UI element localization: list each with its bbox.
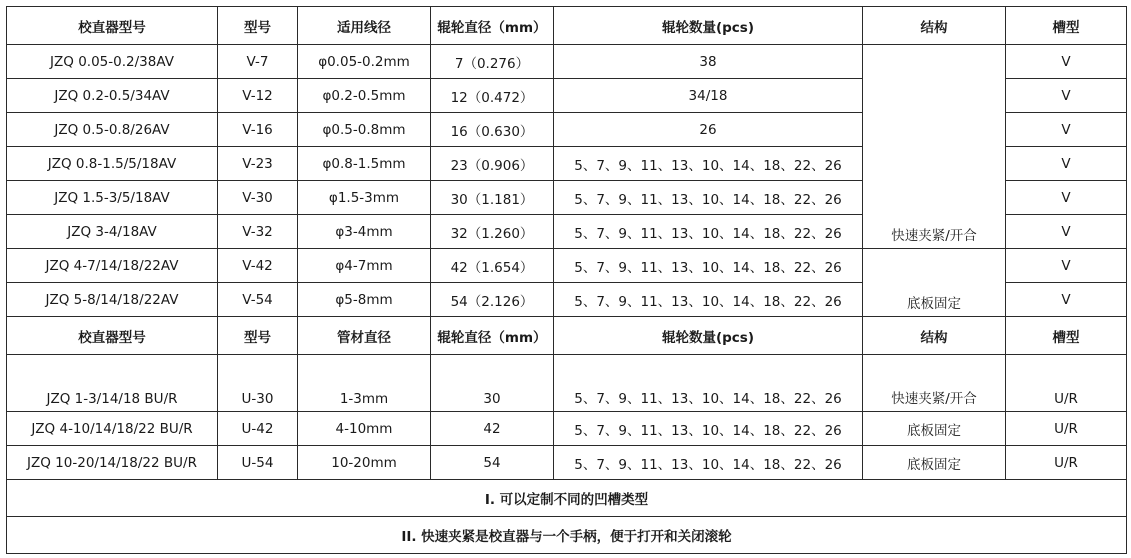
header-roller-diameter: 辊轮直径（mm） bbox=[431, 317, 554, 355]
cell-count: 5、7、9、11、13、10、14、18、22、26 bbox=[554, 147, 863, 181]
header-roller-count: 辊轮数量(pcs) bbox=[554, 7, 863, 45]
cell-structure-quick-clamp: 快速夹紧/开合 bbox=[863, 45, 1006, 249]
cell-type: V-32 bbox=[218, 215, 298, 249]
cell-type: U-30 bbox=[218, 355, 298, 412]
cell-range: φ4-7mm bbox=[298, 249, 431, 283]
cell-groove: V bbox=[1006, 249, 1127, 283]
cell-range: 1-3mm bbox=[298, 355, 431, 412]
header-groove: 槽型 bbox=[1006, 7, 1127, 45]
cell-type: V-54 bbox=[218, 283, 298, 317]
cell-diameter: 30（1.181） bbox=[431, 181, 554, 215]
cell-count: 38 bbox=[554, 45, 863, 79]
cell-diameter: 54 bbox=[431, 446, 554, 480]
note-custom-groove: I. 可以定制不同的凹槽类型 bbox=[7, 480, 1127, 517]
cell-range: 10-20mm bbox=[298, 446, 431, 480]
cell-range: φ0.8-1.5mm bbox=[298, 147, 431, 181]
cell-model: JZQ 3-4/18AV bbox=[7, 215, 218, 249]
cell-range: φ0.05-0.2mm bbox=[298, 45, 431, 79]
cell-model: JZQ 0.05-0.2/38AV bbox=[7, 45, 218, 79]
cell-type: V-42 bbox=[218, 249, 298, 283]
header-roller-diameter: 辊轮直径（mm） bbox=[431, 7, 554, 45]
cell-range: φ1.5-3mm bbox=[298, 181, 431, 215]
header-roller-count: 辊轮数量(pcs) bbox=[554, 317, 863, 355]
cell-diameter: 12（0.472） bbox=[431, 79, 554, 113]
cell-count: 5、7、9、11、13、10、14、18、22、26 bbox=[554, 446, 863, 480]
header-structure: 结构 bbox=[863, 317, 1006, 355]
cell-structure: 快速夹紧/开合 bbox=[863, 355, 1006, 412]
cell-groove: U/R bbox=[1006, 412, 1127, 446]
cell-type: U-42 bbox=[218, 412, 298, 446]
cell-model: JZQ 0.8-1.5/5/18AV bbox=[7, 147, 218, 181]
cell-type: V-16 bbox=[218, 113, 298, 147]
cell-count: 26 bbox=[554, 113, 863, 147]
cell-type: V-7 bbox=[218, 45, 298, 79]
cell-groove: V bbox=[1006, 283, 1127, 317]
cell-range: φ5-8mm bbox=[298, 283, 431, 317]
header-model: 校直器型号 bbox=[7, 317, 218, 355]
header-type: 型号 bbox=[218, 317, 298, 355]
cell-range: 4-10mm bbox=[298, 412, 431, 446]
cell-count: 5、7、9、11、13、10、14、18、22、26 bbox=[554, 283, 863, 317]
cell-range: φ0.5-0.8mm bbox=[298, 113, 431, 147]
cell-groove: U/R bbox=[1006, 355, 1127, 412]
cell-count: 5、7、9、11、13、10、14、18、22、26 bbox=[554, 355, 863, 412]
table-row bbox=[7, 446, 1127, 480]
cell-diameter: 42（1.654） bbox=[431, 249, 554, 283]
cell-diameter: 30 bbox=[431, 355, 554, 412]
header-tube-diameter: 管材直径 bbox=[298, 317, 431, 355]
header-range: 适用线径 bbox=[298, 7, 431, 45]
note-row bbox=[7, 480, 1127, 517]
cell-diameter: 32（1.260） bbox=[431, 215, 554, 249]
header-model: 校直器型号 bbox=[7, 7, 218, 45]
cell-model: JZQ 0.5-0.8/26AV bbox=[7, 113, 218, 147]
cell-structure: 底板固定 bbox=[863, 412, 1006, 446]
cell-count: 5、7、9、11、13、10、14、18、22、26 bbox=[554, 412, 863, 446]
header-groove: 槽型 bbox=[1006, 317, 1127, 355]
cell-model: JZQ 1.5-3/5/18AV bbox=[7, 181, 218, 215]
cell-groove: V bbox=[1006, 79, 1127, 113]
table-row bbox=[7, 45, 1127, 79]
cell-structure-base-fixed: 底板固定 bbox=[863, 249, 1006, 317]
cell-type: V-23 bbox=[218, 147, 298, 181]
cell-diameter: 7（0.276） bbox=[431, 45, 554, 79]
cell-groove: V bbox=[1006, 215, 1127, 249]
cell-model: JZQ 0.2-0.5/34AV bbox=[7, 79, 218, 113]
cell-groove: V bbox=[1006, 113, 1127, 147]
table-row bbox=[7, 355, 1127, 412]
cell-count: 5、7、9、11、13、10、14、18、22、26 bbox=[554, 181, 863, 215]
cell-count: 34/18 bbox=[554, 79, 863, 113]
cell-range: φ0.2-0.5mm bbox=[298, 79, 431, 113]
note-quick-clamp: II. 快速夹紧是校直器与一个手柄，便于打开和关闭滚轮 bbox=[7, 517, 1127, 554]
note-row bbox=[7, 517, 1127, 554]
cell-model: JZQ 1-3/14/18 BU/R bbox=[7, 355, 218, 412]
cell-groove: U/R bbox=[1006, 446, 1127, 480]
cell-model: JZQ 4-10/14/18/22 BU/R bbox=[7, 412, 218, 446]
table-row bbox=[7, 412, 1127, 446]
table-row bbox=[7, 249, 1127, 283]
cell-count: 5、7、9、11、13、10、14、18、22、26 bbox=[554, 249, 863, 283]
cell-groove: V bbox=[1006, 181, 1127, 215]
cell-type: V-30 bbox=[218, 181, 298, 215]
spec-table bbox=[6, 6, 1127, 554]
cell-type: V-12 bbox=[218, 79, 298, 113]
cell-groove: V bbox=[1006, 147, 1127, 181]
cell-range: φ3-4mm bbox=[298, 215, 431, 249]
header-row-v bbox=[7, 7, 1127, 45]
cell-model: JZQ 10-20/14/18/22 BU/R bbox=[7, 446, 218, 480]
header-type: 型号 bbox=[218, 7, 298, 45]
cell-diameter: 54（2.126） bbox=[431, 283, 554, 317]
cell-type: U-54 bbox=[218, 446, 298, 480]
cell-model: JZQ 4-7/14/18/22AV bbox=[7, 249, 218, 283]
cell-structure: 底板固定 bbox=[863, 446, 1006, 480]
cell-model: JZQ 5-8/14/18/22AV bbox=[7, 283, 218, 317]
header-row-u bbox=[7, 317, 1127, 355]
cell-count: 5、7、9、11、13、10、14、18、22、26 bbox=[554, 215, 863, 249]
cell-diameter: 16（0.630） bbox=[431, 113, 554, 147]
header-structure: 结构 bbox=[863, 7, 1006, 45]
cell-groove: V bbox=[1006, 45, 1127, 79]
cell-diameter: 42 bbox=[431, 412, 554, 446]
cell-diameter: 23（0.906） bbox=[431, 147, 554, 181]
